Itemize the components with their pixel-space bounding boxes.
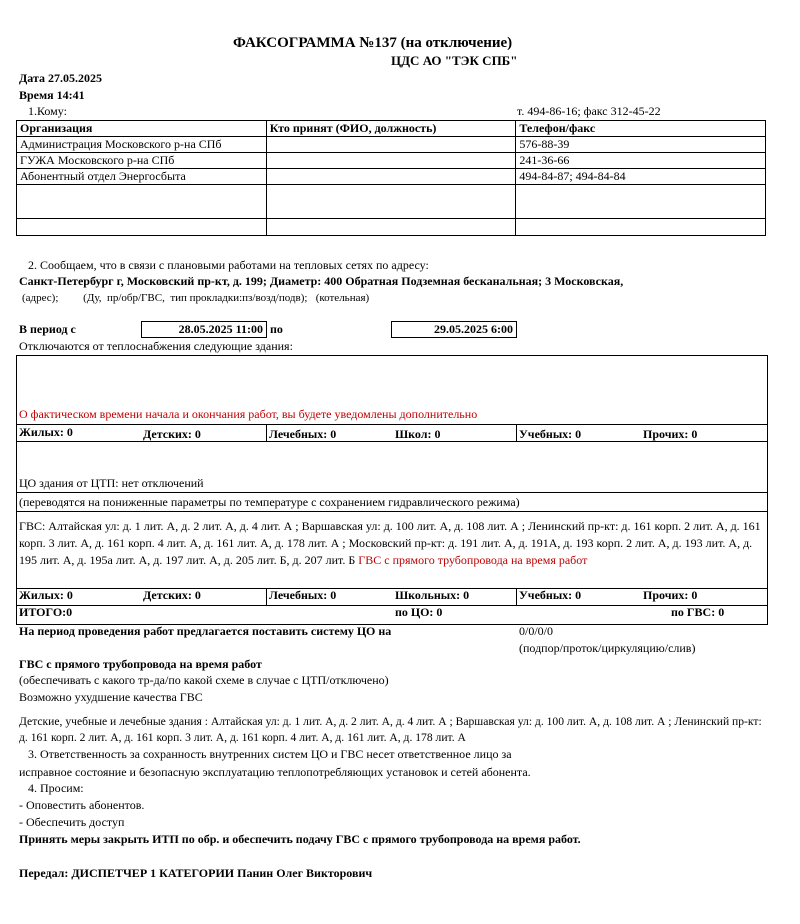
cell-org: Администрация Московского р-на СПб — [17, 137, 267, 153]
table-row-empty — [17, 185, 766, 219]
col-header-organization: Организация — [17, 121, 267, 137]
table-row — [17, 153, 766, 169]
count2-residential: Жилых: 0 — [19, 588, 73, 602]
table-row-empty — [17, 219, 766, 236]
period-to-label: по — [270, 322, 283, 336]
cell-phone: 494-84-87; 494-84-84 — [516, 169, 766, 185]
col-header-phone: Телефон/факс — [516, 121, 766, 137]
count-residential: Жилых: 0 — [19, 425, 73, 439]
org-name: ЦДС АО "ТЭК СПБ" — [391, 53, 518, 68]
work-address: Санкт-Петербург г, Московский пр-кт, д. 199; Диаметр: 400 Обратная Подземная бесканальная; 3 Московская, — [19, 274, 624, 288]
recipients-table — [16, 120, 766, 236]
request-access: - Обеспечить доступ — [19, 815, 125, 829]
contact-phones: т. 494-86-16; факс 312-45-22 — [517, 104, 661, 118]
total-gvs: по ГВС: 0 — [671, 605, 725, 619]
count2-children: Детских: 0 — [143, 588, 201, 602]
gvs-note: (обеспечивать с какого тр-да/по какой схеме в случае с ЦТП/отключено) — [19, 673, 389, 687]
count2-schools: Школьных: 0 — [395, 588, 470, 602]
proposal-value: 0/0/0/0 — [519, 624, 554, 638]
period-label: В период с — [19, 322, 76, 336]
count-medical: Лечебных: 0 — [269, 427, 337, 441]
institutions-list: Детские, учебные и лечебные здания : Алтайская ул: д. 1 лит. А, д. 2 лит. А, д. 4 лит. А ; Варшавская ул: д. 100 лит. А, д. 108 лит. А ; Ленинский пр-кт: д. 161 корп. 2 лит. А, д. 161 корп. 3 лит. А, д. 161 корп. 4 лит. А, д. 161 лит. А, д. 178 лит. А — [19, 715, 762, 744]
notice-red: О фактическом времени начала и окончания работ, вы будете уведомлены дополнительно — [19, 407, 478, 421]
to-label: 1.Кому: — [28, 104, 67, 118]
notice-intro: 2. Сообщаем, что в связи с плановыми работами на тепловых сетях по адресу: — [28, 258, 429, 272]
fax-time: Время 14:41 — [19, 88, 85, 102]
cell-receiver — [266, 153, 516, 169]
fax-date: Дата 27.05.2025 — [19, 71, 102, 85]
gvs-address-list: ГВС: Алтайская ул: д. 1 лит. А, д. 2 лит. А, д. 4 лит. А ; Варшавская ул: д. 100 лит. А, д. 108 лит. А ; Ленинский пр-кт: д. 161 корп. 2 лит. А, д. 161 корп. 3 лит. А, д. 161 корп. 4 лит. А, д. 161 лит. А, д. 178 лит. А ; Московский пр-кт: д. 191 лит. А, д. 191А, д. 193 корп. 2 лит. А, д. 193 лит. А, д. 195 лит. А, д. 195а лит. А, д. 197 лит. А, д. 205 лит. Б, д. 207 лит. Б ГВС с прямого трубопровода на время работ — [19, 519, 761, 567]
fax-title: ФАКСОГРАММА №137 (на отключение) — [233, 35, 513, 51]
total-count: ИТОГО:0 — [19, 605, 73, 619]
co-line: ЦО здания от ЦТП: нет отключений — [19, 476, 204, 490]
sender-line: Передал: ДИСПЕТЧЕР 1 КАТЕГОРИИ Панин Олег Викторович — [19, 866, 373, 880]
proposal-line: На период проведения работ предлагается поставить систему ЦО на — [19, 624, 392, 638]
count2-education: Учебных: 0 — [519, 588, 582, 602]
cell-phone: 241-36-66 — [516, 153, 766, 169]
count-children: Детских: 0 — [143, 427, 201, 441]
co-note: (переводятся на пониженные параметры по температуре с сохранением гидравлического режима) — [19, 495, 520, 509]
responsibility-line2: исправное состояние и безопасную эксплуатацию теплопотребляющих установок и сетей абонента. — [19, 765, 531, 779]
cell-org: Абонентный отдел Энергосбыта — [17, 169, 267, 185]
col-header-receiver: Кто принят (ФИО, должность) — [266, 121, 516, 137]
table-row — [17, 137, 766, 153]
cell-phone: 576-88-39 — [516, 137, 766, 153]
count-education: Учебных: 0 — [519, 427, 582, 441]
gvs-quality: Возможно ухудшение качества ГВС — [19, 690, 203, 704]
proposal-legend: (подпор/проток/циркуляцию/слив) — [519, 641, 696, 655]
count2-other: Прочих: 0 — [643, 588, 698, 602]
gvs-title: ГВС с прямого трубопровода на время работ — [19, 657, 262, 671]
responsibility-line1: 3. Ответственность за сохранность внутренних систем ЦО и ГВС несет ответственное лицо за — [28, 747, 512, 761]
total-co: по ЦО: 0 — [395, 605, 443, 619]
count-other: Прочих: 0 — [643, 427, 698, 441]
cell-receiver — [266, 137, 516, 153]
count-schools: Школ: 0 — [395, 427, 441, 441]
address-legend: (адрес); (Ду, пр/обр/ГВС, тип прокладки:пз/возд/подв); (котельная) — [22, 292, 370, 304]
cell-receiver — [266, 169, 516, 185]
request-itp: Принять меры закрыть ИТП по обр. и обеспечить подачу ГВС с прямого трубопровода на время работ. — [19, 832, 581, 846]
cell-org: ГУЖА Московского р-на СПб — [17, 153, 267, 169]
request-notify: - Оповестить абонентов. — [19, 798, 145, 812]
requests-title: 4. Просим: — [28, 781, 84, 795]
table-row — [17, 169, 766, 185]
period-from-box: 28.05.2025 11:00 — [141, 321, 267, 338]
disconnected-label: Отключаются от теплоснабжения следующие здания: — [19, 339, 293, 353]
count2-medical: Лечебных: 0 — [269, 588, 337, 602]
period-to-box: 29.05.2025 6:00 — [391, 321, 517, 338]
